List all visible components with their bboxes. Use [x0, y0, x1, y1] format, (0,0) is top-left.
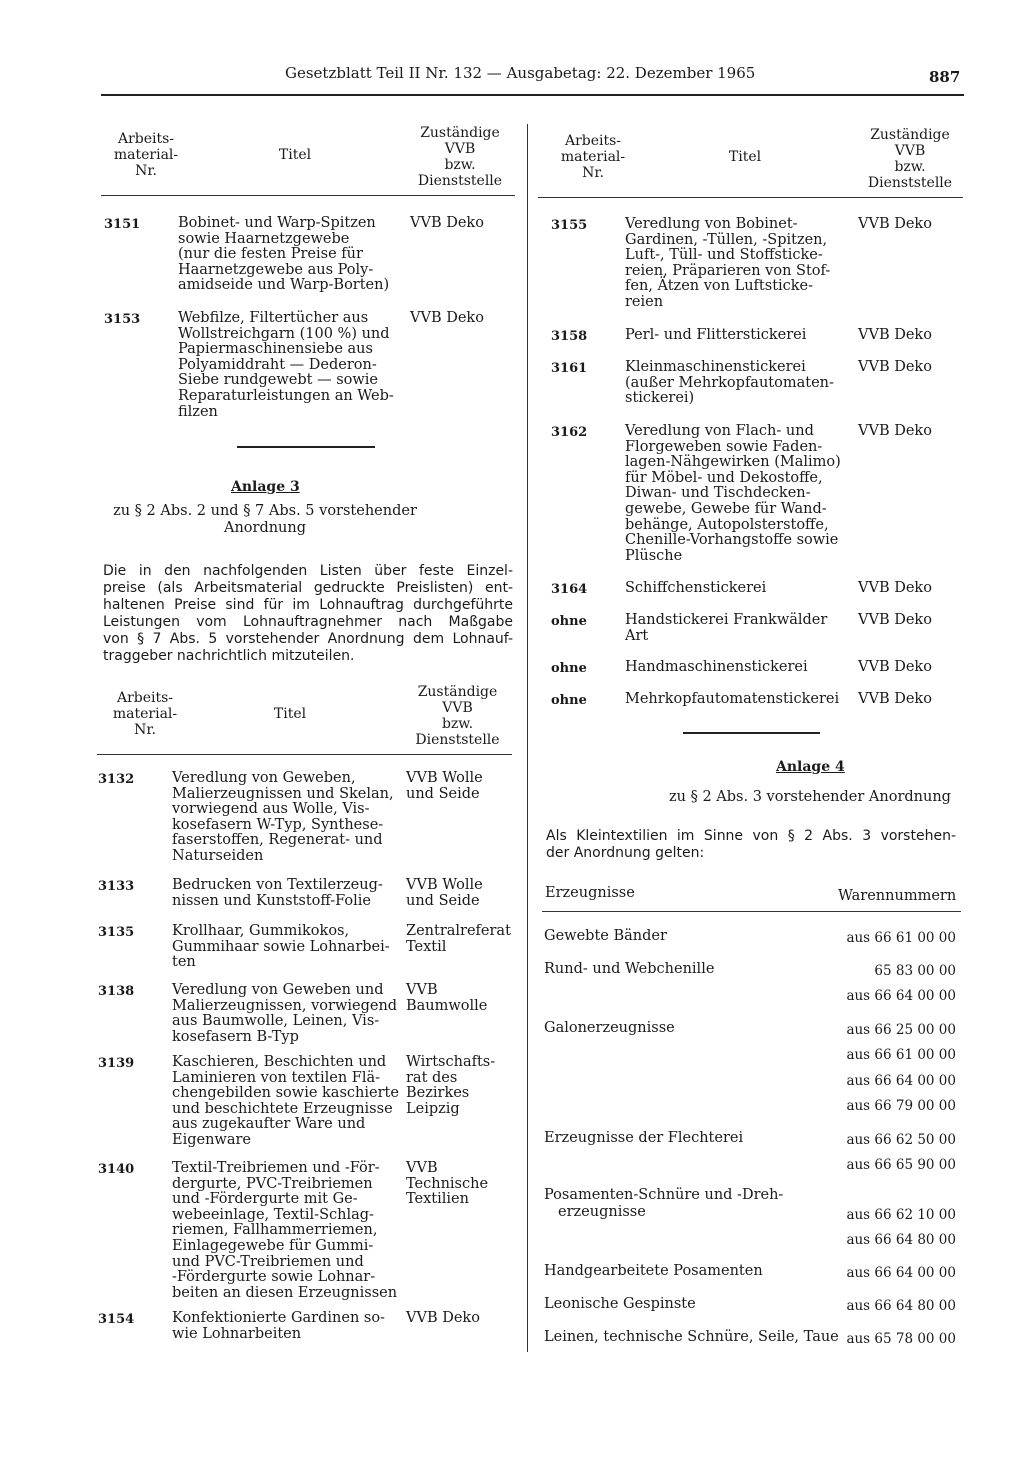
- left-head-dept: Zuständige VVB bzw. Dienststelle: [415, 684, 500, 748]
- erzeugnis-name: Leonische Gespinste: [544, 1296, 696, 1312]
- right-row-dept: VVB Deko: [858, 359, 932, 375]
- left-top-row-dept: VVB Deko: [410, 310, 484, 326]
- warennummer: aus 66 64 00 00: [846, 1265, 956, 1281]
- erzeugnis-name: Leinen, technische Schnüre, Seile, Taue: [544, 1329, 839, 1345]
- warennummer: aus 66 64 00 00: [846, 988, 956, 1005]
- left-top-head-nr: Arbeits- material- Nr.: [113, 131, 179, 179]
- right-row-dept: VVB Deko: [858, 691, 932, 707]
- right-row-nr: 3164: [551, 582, 588, 597]
- left-top-row-nr: 3151: [104, 217, 141, 232]
- left-top-row-title: Bobinet- und Warp-Spitzen sowie Haarnetzgewebe (nur die festen Preise für Haarnetzgewebe aus Poly- amidseide und Warp-Borten): [178, 215, 390, 294]
- right-row-nr: ohne: [551, 614, 587, 629]
- right-row-dept: VVB Deko: [858, 580, 932, 596]
- left-top-head-titel: Titel: [278, 147, 312, 163]
- right-row-dept: VVB Deko: [858, 216, 932, 232]
- erzeugnis-name: Posamenten-Schnüre und -Dreh- erzeugnisse: [544, 1187, 784, 1220]
- right-row-title: Schiffchenstickerei: [625, 580, 767, 596]
- erzeugnis-name: Rund- und Webchenille: [544, 961, 715, 977]
- anlage-3-subtitle: zu § 2 Abs. 2 und § 7 Abs. 5 vorstehender Anordnung: [113, 503, 417, 536]
- left-row-dept: VVB Wolle und Seide: [406, 770, 483, 802]
- right-row-title: Kleinmaschinenstickerei (außer Mehrkopfautomaten- stickerei): [625, 359, 834, 407]
- right-row-dept: VVB Deko: [858, 327, 932, 343]
- left-top-row-nr: 3153: [104, 312, 141, 327]
- page-number: 887: [929, 68, 961, 86]
- left-row-dept: VVB Wolle und Seide: [406, 877, 483, 909]
- left-row-title: Veredlung von Geweben, Malierzeugnissen und Skelan, vorwiegend aus Wolle, Vis- kosefasern W-Typ, Synthese- faserstoffen, Regenerat- und Naturseiden: [172, 770, 394, 864]
- warennummer: aus 66 25 00 00: [846, 1022, 956, 1038]
- left-row-dept: VVB Technische Textilien: [406, 1160, 489, 1208]
- left-head-nr: Arbeits- material- Nr.: [112, 690, 178, 738]
- left-row-dept: VVB Deko: [406, 1310, 480, 1326]
- left-row-dept: Wirtschafts- rat des Bezirkes Leipzig: [406, 1054, 496, 1117]
- left-row-title: Kaschieren, Beschichten und Laminieren von textilen Flä- chengebilden sowie kaschierte und beschichtete Erzeugnisse aus zugekaufter Ware und Eigenware: [172, 1054, 399, 1148]
- anlage-4-subtitle: zu § 2 Abs. 3 vorstehender Anordnung: [669, 789, 951, 805]
- right-row-nr: 3155: [551, 218, 588, 233]
- column-header-warennummern: Warennummern: [838, 888, 957, 904]
- erzeugnis-name: Handgearbeitete Posamenten: [544, 1263, 763, 1279]
- right-row-title: Veredlung von Bobinet- Gardinen, -Tüllen, -Spitzen, Luft-, Tüll- und Stoffsticke- reien, Präparieren von Stof- fen, Ätzen von Luftsticke- reien: [625, 216, 831, 310]
- left-row-title: Textil-Treibriemen und -För- dergurte, PVC-Treibriemen und -Fördergurte mit Ge- webeeinlage, Textil-Schlag- riemen, Fallhammerriemen, Einlagegewebe für Gummi- und PVC-Treibriemen und -Fördergurte sowie Lohnar- beiten an diesen Erzeugnissen: [172, 1160, 398, 1301]
- left-row-title: Bedrucken von Textilerzeug- nissen und Kunststoff-Folie: [172, 877, 383, 909]
- erzeugnis-name: Gewebte Bänder: [544, 928, 667, 944]
- right-row-dept: VVB Deko: [858, 659, 932, 675]
- anlage-3-text: Die in den nachfolgenden Listen über feste Einzel- preise (als Arbeitsmaterial gedruckte Preislisten) ent- haltenen Preise sind für im Lohnauftrag durchgeführte Leistungen vom Lohnauftragnehmer nach Maßgabe von § 7 Abs. 5 vorstehender Anordnung dem Lohnauf- traggeber nachrichtlich mitzuteilen.: [103, 563, 513, 664]
- anlage-4-head-rule: [542, 911, 961, 912]
- warennummer: 65 83 00 00: [874, 963, 956, 979]
- right-head-nr: Arbeits- material- Nr.: [560, 133, 626, 181]
- left-top-head-rule: [101, 195, 515, 196]
- left-top-row-title: Webfilze, Filtertücher aus Wollstreichgarn (100 %) und Papiermaschinensiebe aus Polyamiddraht — Dederon- Siebe rundgewebt — sowie Reparaturleistungen an Web- filzen: [178, 310, 394, 420]
- right-row-dept: VVB Deko: [858, 612, 932, 628]
- anlage-4-title: Anlage 4: [776, 759, 845, 775]
- left-row-nr: 3133: [98, 879, 135, 894]
- warennummer: aus 66 79 00 00: [846, 1097, 956, 1114]
- left-row-nr: 3135: [98, 925, 135, 940]
- section-divider: [237, 446, 375, 448]
- right-row-title: Handstickerei Frankwälder Art: [625, 612, 828, 644]
- anlage-4-text: Als Kleintextilien im Sinne von § 2 Abs. 3 vorstehen- der Anordnung gelten:: [546, 828, 956, 861]
- right-row-dept: VVB Deko: [858, 423, 932, 439]
- left-row-dept: Zentralreferat Textil: [406, 923, 511, 955]
- erzeugnis-name: Galonerzeugnisse: [544, 1020, 675, 1036]
- left-row-nr: 3154: [98, 1312, 135, 1327]
- warennummer: aus 66 61 00 00: [846, 1047, 956, 1064]
- warennummer: aus 65 78 00 00: [846, 1331, 956, 1347]
- left-top-head-dept: Zuständige VVB bzw. Dienststelle: [417, 125, 503, 189]
- right-row-title: Handmaschinenstickerei: [625, 659, 808, 675]
- right-head-dept: Zuständige VVB bzw. Dienststelle: [867, 127, 953, 191]
- left-row-nr: 3138: [98, 984, 135, 999]
- warennummer: aus 66 61 00 00: [846, 930, 956, 946]
- left-top-row-dept: VVB Deko: [410, 215, 484, 231]
- warennummer: aus 66 65 90 00: [846, 1157, 956, 1174]
- right-row-title: Veredlung von Flach- und Florgeweben sowie Faden- lagen-Nähgewirken (Malimo) für Möbel- und Dekostoffe, Diwan- und Tischdecken- gewebe, Gewebe für Wand- behänge, Autopolsterstoffe, Chenille-Vorhangstoffe sowie Plüsche: [625, 423, 841, 564]
- left-row-nr: 3132: [98, 772, 135, 787]
- right-row-nr: 3161: [551, 361, 588, 376]
- right-row-title: Perl- und Flitterstickerei: [625, 327, 807, 343]
- left-row-nr: 3140: [98, 1162, 135, 1177]
- right-head-titel: Titel: [728, 149, 762, 165]
- left-row-nr: 3139: [98, 1056, 135, 1071]
- left-row-title: Konfektionierte Gardinen so- wie Lohnarbeiten: [172, 1310, 385, 1342]
- warennummer: aus 66 62 50 00: [846, 1132, 956, 1148]
- section-divider: [683, 732, 820, 734]
- page-header-title: Gesetzblatt Teil II Nr. 132 — Ausgabetag: 22. Dezember 1965: [285, 64, 756, 82]
- right-row-nr: 3162: [551, 425, 588, 440]
- anlage-3-title: Anlage 3: [231, 479, 300, 495]
- warennummer: aus 66 64 80 00: [846, 1298, 956, 1314]
- left-row-dept: VVB Baumwolle: [406, 982, 488, 1014]
- column-header-erzeugnisse: Erzeugnisse: [545, 885, 635, 901]
- left-head-titel: Titel: [273, 706, 307, 722]
- right-head-rule: [538, 197, 963, 198]
- warennummer: aus 66 64 80 00: [846, 1232, 956, 1249]
- right-row-nr: 3158: [551, 329, 588, 344]
- header-rule: [101, 94, 964, 96]
- warennummer: aus 66 64 00 00: [846, 1072, 956, 1089]
- left-row-title: Krollhaar, Gummikokos, Gummihaar sowie Lohnarbei- ten: [172, 923, 390, 971]
- right-row-title: Mehrkopfautomatenstickerei: [625, 691, 840, 707]
- right-row-nr: ohne: [551, 661, 587, 676]
- column-divider: [527, 124, 528, 1352]
- erzeugnis-name: Erzeugnisse der Flechterei: [544, 1130, 744, 1146]
- warennummer: aus 66 62 10 00: [846, 1207, 956, 1223]
- left-head-rule: [97, 754, 512, 755]
- left-row-title: Veredlung von Geweben und Malierzeugnissen, vorwiegend aus Baumwolle, Leinen, Vis- kosefasern B-Typ: [172, 982, 398, 1045]
- right-row-nr: ohne: [551, 693, 587, 708]
